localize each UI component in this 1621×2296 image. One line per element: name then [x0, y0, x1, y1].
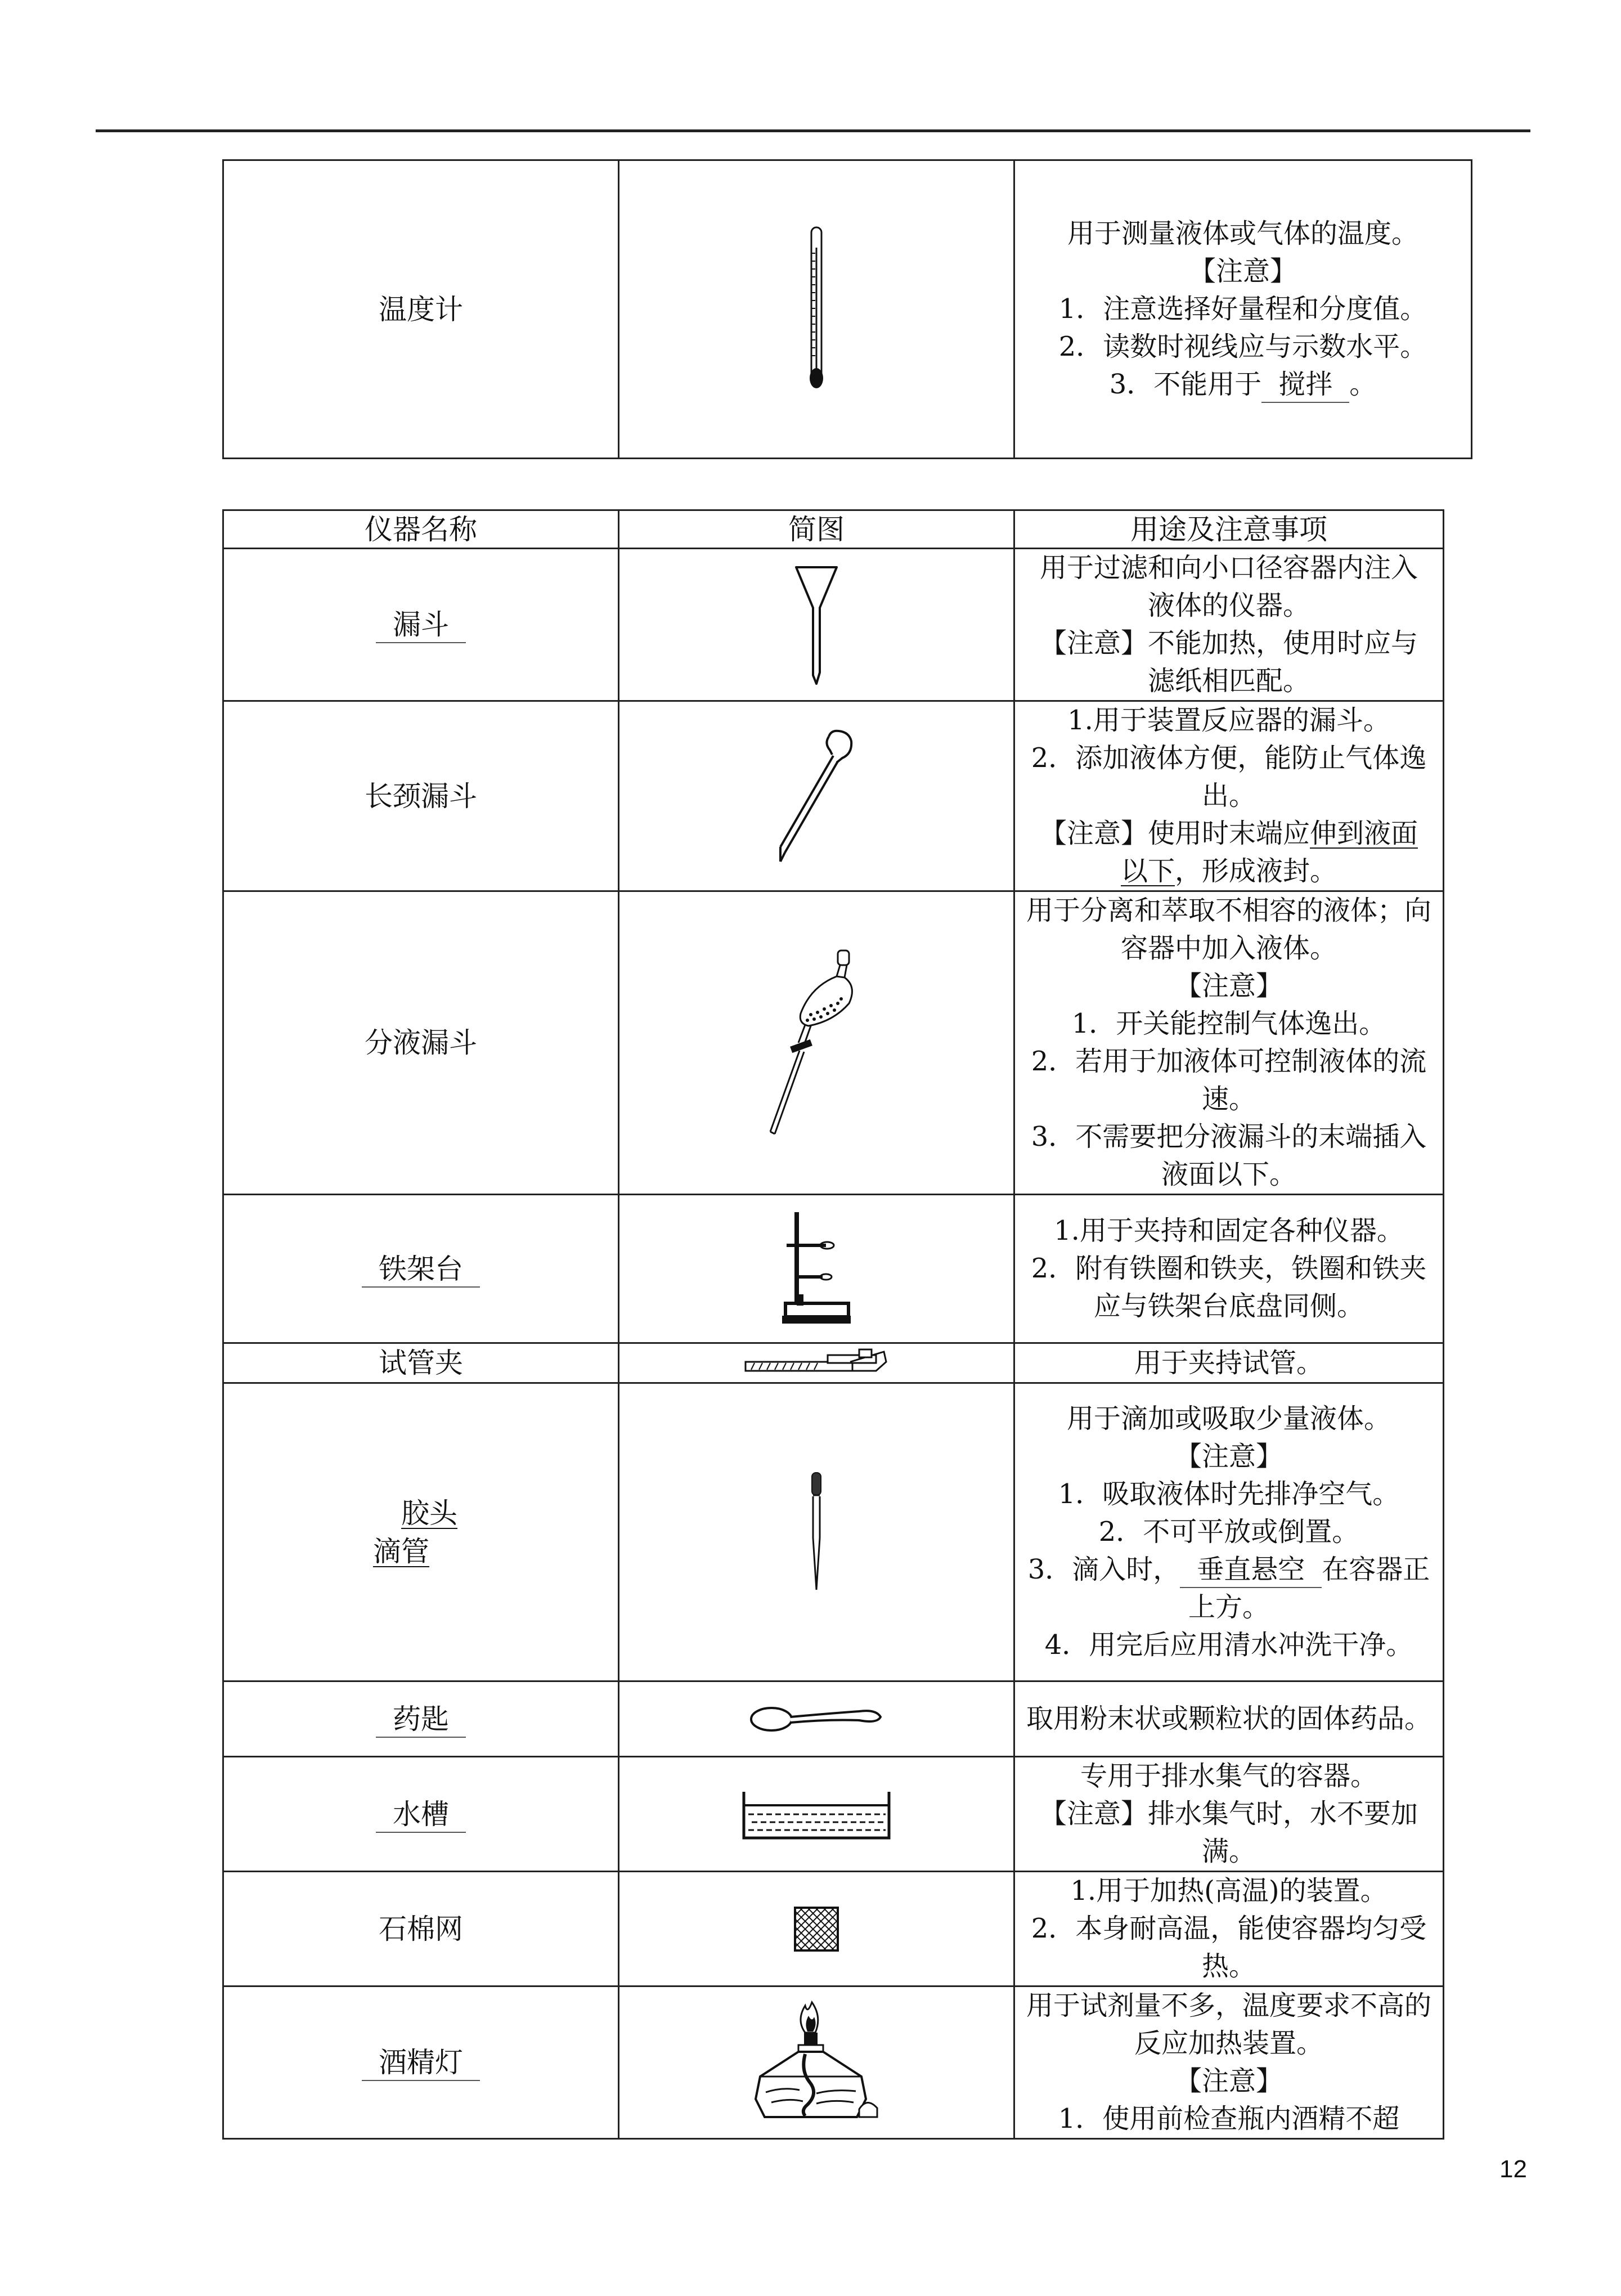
separatory-funnel-icon — [766, 947, 867, 1138]
asbestos-gauze-icon — [793, 1905, 840, 1953]
instrument-image — [619, 891, 1014, 1195]
usage-line: 2．本身耐高温，能使容器均匀受热。 — [1031, 1913, 1427, 1982]
usage-line: 用于夹持试管。 — [1134, 1347, 1323, 1379]
usage-line: 1．开关能控制气体逸出。 — [1071, 1008, 1386, 1039]
usage-line: 【注意】 — [1174, 970, 1283, 1002]
fill-blank-answer: 漏斗 — [376, 607, 466, 643]
usage-notes — [1014, 1195, 1444, 1343]
alcohol-lamp-icon — [749, 1998, 884, 2127]
usage-line: 【注意】 — [1174, 2065, 1283, 2097]
instrument-image — [619, 1195, 1014, 1343]
instrument-name — [223, 1681, 619, 1757]
instrument-name — [223, 1986, 619, 2139]
header-usage: 用途及注意事项 — [1014, 510, 1444, 549]
fill-blank-answer: 水槽 — [376, 1797, 466, 1833]
usage-notes — [1014, 549, 1444, 701]
instrument-table — [222, 509, 1444, 2140]
name-wrap — [224, 1494, 618, 1571]
usage-line: 用于过滤和向小口径容器内注入液体的仪器。 — [1039, 552, 1418, 621]
line-suffix: ，形成液封。 — [1175, 855, 1337, 887]
fill-blank-answer: 胶头 — [401, 1496, 457, 1530]
usage-notes — [1014, 1343, 1444, 1383]
table-header-row — [223, 510, 1444, 549]
line-suffix: 在容器正上方。 — [1188, 1554, 1430, 1623]
usage-line — [1026, 1551, 1431, 1626]
usage-line: 用于分离和萃取不相容的液体；向容器中加入液体。 — [1026, 895, 1432, 964]
line-prefix: 【注意】使用时末端应 — [1039, 818, 1310, 849]
fill-blank-answer: 药匙 — [376, 1702, 466, 1738]
instrument-name: 温度计 — [223, 160, 619, 459]
usage-line: 1.用于加热(高温)的装置。 — [1070, 1875, 1387, 1907]
usage-line: 2．若用于加液体可控制液体的流速。 — [1031, 1046, 1427, 1115]
usage-line: 2．附有铁圈和铁夹，铁圈和铁夹应与铁架台底盘同侧。 — [1031, 1253, 1427, 1322]
dropper-icon — [808, 1470, 825, 1594]
usage-notes — [1014, 1757, 1444, 1872]
instrument-name: 长颈漏斗 — [223, 701, 619, 891]
instrument-name — [223, 1757, 619, 1872]
fill-blank-answer: 铁架台 — [362, 1252, 480, 1288]
usage-line: 取用粉末状或颗粒状的固体药品。 — [1026, 1703, 1432, 1734]
table-row — [223, 160, 1472, 459]
spatula-icon — [749, 1702, 884, 1736]
instrument-image — [619, 1757, 1014, 1872]
instrument-image — [619, 549, 1014, 701]
usage-line: 3．不需要把分液漏斗的末端插入液面以下。 — [1031, 1121, 1427, 1190]
instrument-image — [619, 701, 1014, 891]
line-suffix: 。 — [1349, 369, 1377, 400]
instrument-image — [619, 1681, 1014, 1757]
fill-blank-answer: 垂直悬空 — [1180, 1552, 1322, 1588]
usage-line: 用于滴加或吸取少量液体。 — [1066, 1403, 1391, 1434]
table-row — [223, 1383, 1444, 1681]
usage-line: 2．读数时视线应与示数水平。 — [1058, 331, 1427, 362]
instrument-name: 分液漏斗 — [223, 891, 619, 1195]
header-image: 简图 — [619, 510, 1014, 549]
usage-line — [1046, 366, 1440, 403]
usage-line: 1．吸取液体时先排净空气。 — [1058, 1478, 1400, 1510]
long-neck-funnel-icon — [777, 729, 856, 864]
usage-line: 用于试剂量不多，温度要求不高的反应加热装置。 — [1026, 1990, 1431, 2059]
instrument-image — [619, 1343, 1014, 1383]
instrument-name — [223, 1383, 619, 1681]
iron-stand-icon — [780, 1210, 853, 1328]
instrument-name — [223, 1195, 619, 1343]
usage-line: 4．用完后应用清水冲洗干净。 — [1044, 1629, 1413, 1661]
usage-notes — [1014, 160, 1472, 459]
table-row — [223, 891, 1444, 1195]
usage-line: 【注意】 — [1174, 1441, 1283, 1472]
instrument-name — [223, 549, 619, 701]
usage-line: 2．添加液体方便，能防止气体逸出。 — [1031, 742, 1427, 811]
usage-notes — [1014, 1872, 1444, 1986]
usage-line: 【注意】不能加热，使用时应与滤纸相匹配。 — [1039, 627, 1418, 697]
thermometer-table — [222, 159, 1472, 459]
test-tube-holder-icon — [743, 1347, 890, 1379]
usage-line: 用于测量液体或气体的温度。 — [1067, 218, 1418, 249]
table-row — [223, 701, 1444, 891]
usage-notes — [1014, 1383, 1444, 1681]
thermometer-icon — [805, 225, 828, 394]
line-prefix: 3．不能用于 — [1109, 369, 1262, 400]
table-row — [223, 1757, 1444, 1872]
water-trough-icon — [740, 1786, 892, 1842]
instrument-image — [619, 1383, 1014, 1681]
line-prefix: 3．滴入时， — [1027, 1554, 1180, 1585]
page-number: 12 — [1499, 2155, 1527, 2183]
table-row — [223, 1195, 1444, 1343]
usage-line: 1.用于夹持和固定各种仪器。 — [1054, 1215, 1404, 1246]
usage-line: 2．不可平放或倒置。 — [1098, 1516, 1359, 1548]
usage-line: 专用于排水集气的容器。 — [1080, 1760, 1377, 1792]
instrument-name: 试管夹 — [223, 1343, 619, 1383]
usage-line: 【注意】排水集气时，水不要加满。 — [1039, 1798, 1418, 1867]
table-row — [223, 1343, 1444, 1383]
instrument-image — [619, 1872, 1014, 1986]
fill-blank-answer: 滴管 — [373, 1535, 429, 1568]
usage-line: 1．使用前检查瓶内酒精不超 — [1058, 2103, 1400, 2134]
usage-notes — [1014, 1986, 1444, 2139]
table-row — [223, 1681, 1444, 1757]
instrument-image — [619, 1986, 1014, 2139]
table-row — [223, 549, 1444, 701]
header-rule — [96, 129, 1530, 132]
usage-notes — [1014, 891, 1444, 1195]
usage-line: 1．注意选择好量程和分度值。 — [1058, 293, 1427, 325]
header-name: 仪器名称 — [223, 510, 619, 549]
usage-notes — [1014, 1681, 1444, 1757]
fill-blank-answer: 酒精灯 — [362, 2045, 480, 2081]
usage-line: 1.用于装置反应器的漏斗。 — [1067, 705, 1390, 736]
usage-notes — [1014, 701, 1444, 891]
instrument-name: 石棉网 — [223, 1872, 619, 1986]
table-row — [223, 1986, 1444, 2139]
funnel-icon — [794, 563, 839, 687]
usage-line: 【注意】 — [1188, 255, 1297, 287]
usage-line — [1026, 815, 1431, 890]
table-row — [223, 1872, 1444, 1986]
fill-blank-answer: 伸到液面以下 — [1120, 818, 1418, 887]
instrument-image — [619, 160, 1014, 459]
fill-blank-answer: 搅拌 — [1261, 367, 1349, 403]
